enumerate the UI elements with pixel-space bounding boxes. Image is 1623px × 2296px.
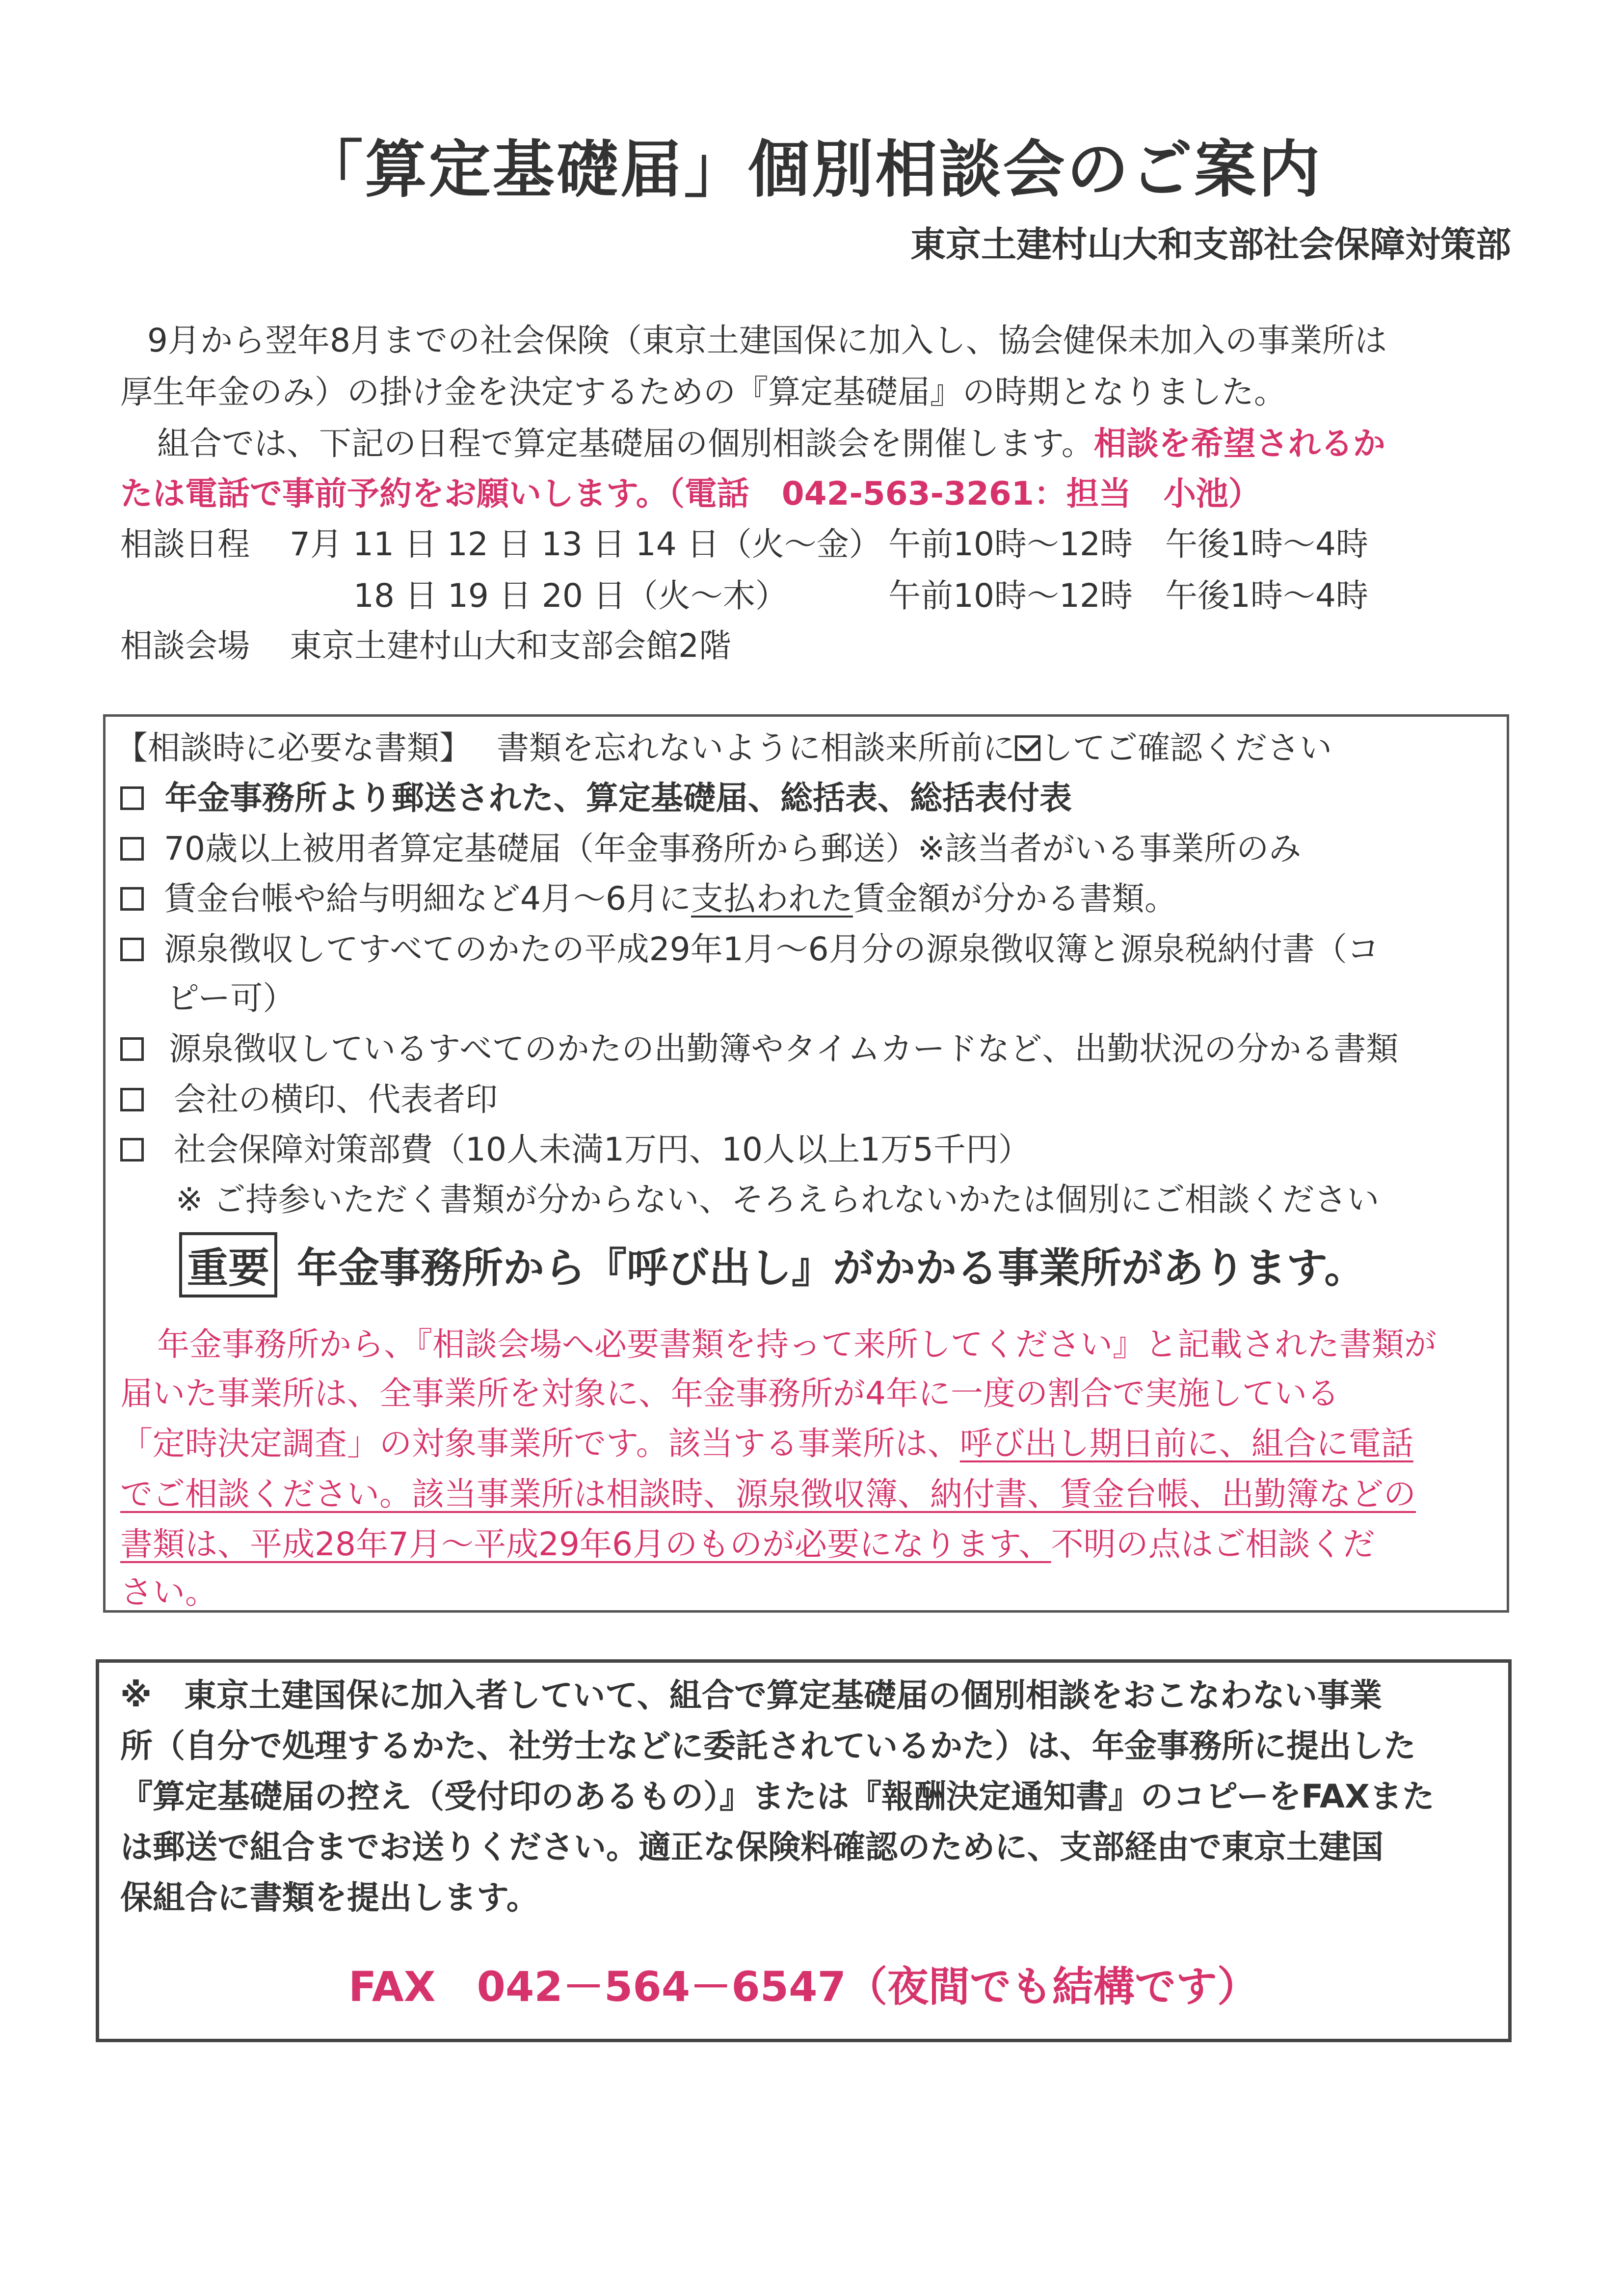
checklist-item-1-text: 年金事務所より郵送された、算定基礎届、総括表、総括表付表 — [164, 779, 1072, 817]
important-line-5-b: 不明の点はご相談くだ — [1051, 1525, 1375, 1563]
checkbox-icon[interactable] — [120, 938, 144, 961]
reservation-notice: たは電話で事前予約をお願いします。（電話 042-563-3261：担当 小池） — [120, 475, 1261, 513]
checklist-item-5 — [120, 1023, 1398, 1069]
notice-line-4: は郵送で組合までお送りください。適正な保険料確認のために、支部経由で東京土建国 — [120, 1828, 1384, 1866]
intro-line-3 — [157, 417, 1385, 464]
checklist-item-3-text: 賃金台帳や給与明細など4月～6月に — [163, 880, 691, 918]
intro-line-2: 厚生年金のみ）の掛け金を決定するための『算定基礎届』の時期となりました。 — [120, 373, 1286, 411]
important-line-3-a: 「定時決定調査」の対象事業所です。該当する事業所は、 — [120, 1425, 960, 1462]
checklist-item-2-text: 70歳以上被用者算定基礎届（年金事務所から郵送）※該当者がいる事業所のみ — [163, 830, 1302, 867]
checklist-instruction-post: してご確認ください — [1040, 729, 1332, 767]
checkbox-icon[interactable] — [120, 837, 144, 861]
notice-line-5: 保組合に書類を提出します。 — [120, 1879, 539, 1917]
checkbox-icon[interactable] — [120, 887, 144, 911]
checklist-item-4-continued: ピー可） — [167, 979, 295, 1017]
intro-line-1: 9月から翌年8月までの社会保険（東京土建国保に加入し、協会健保未加入の事業所は — [147, 322, 1387, 359]
checklist-item-5-text: 源泉徴収しているすべてのかたの出勤簿やタイムカードなど、出勤状況の分かる書類 — [168, 1030, 1399, 1068]
checklist-heading: 【相談時に必要な書類】 — [115, 729, 472, 767]
important-line-3 — [120, 1417, 1413, 1464]
checklist-item-7-text: 社会保障対策部費（10人未満1万円、10人以上1万5千円） — [173, 1131, 1031, 1168]
checklist-item-3-rest: 賃金額が分かる書類。 — [852, 880, 1177, 918]
important-line-5 — [120, 1518, 1375, 1565]
checkbox-icon[interactable] — [120, 1088, 144, 1111]
checklist-item-4 — [120, 923, 1380, 970]
notice-line-3: 『算定基礎届の控え（受付印のあるもの）』または『報酬決定通知書』のコピーをFAXまた — [120, 1778, 1435, 1815]
checklist-item-3-underlined: 支払われた — [691, 880, 853, 918]
notice-line-2: 所（自分で処理するかた、社労士などに委託されているかた）は、年金事務所に提出した — [120, 1727, 1416, 1765]
important-line-1: 年金事務所から、『相談会場へ必要書類を持って来所してください』と記載された書類が — [157, 1325, 1437, 1363]
checklist-item-4-text: 源泉徴収してすべてのかたの平成29年1月～6月分の源泉徴収簿と源泉税納付書（コ — [163, 930, 1380, 968]
checklist-item-6-text: 会社の横印、代表者印 — [173, 1080, 498, 1118]
checkbox-icon[interactable] — [120, 1037, 144, 1061]
venue: 東京土建村山大和支部会館2階 — [290, 627, 731, 665]
schedule-row-1-times: 午前10時～12時 午後1時～4時 — [888, 525, 1368, 563]
checklist-item-7 — [120, 1123, 1031, 1170]
checklist-item-1 — [120, 772, 1072, 818]
checklist-note: ※ ご持参いただく書類が分からない、そろえられないかたは個別にご相談ください — [176, 1181, 1380, 1218]
intro-line-3-red: 相談を希望されるか — [1093, 425, 1385, 462]
important-badge: 重要 — [179, 1232, 277, 1297]
important-line-2: 届いた事業所は、全事業所を対象に、年金事務所が4年に一度の割合で実施している — [120, 1375, 1339, 1412]
organization-name: 東京土建村山大和支部社会保障対策部 — [910, 224, 1511, 265]
checkbox-icon[interactable] — [120, 786, 144, 810]
important-heading: 年金事務所から『呼び出し』がかかる事業所があります。 — [297, 1244, 1366, 1292]
important-line-3-b: 呼び出し期日前に、組合に電話 — [959, 1425, 1413, 1462]
checklist-item-3 — [120, 872, 1177, 919]
important-heading-row — [179, 1232, 1365, 1297]
intro-line-3-normal: 組合では、下記の日程で算定基礎届の個別相談会を開催します。 — [157, 425, 1094, 462]
checklist-instruction-pre: 書類を忘れないように相談来所前に — [496, 729, 1015, 767]
notice-line-1: ※ 東京土建国保に加入者していて、組合で算定基礎届の個別相談をおこなわない事業 — [120, 1676, 1382, 1714]
schedule-row-1-dates: 7月 11 日 12 日 13 日 14 日（火～金） — [290, 525, 881, 563]
venue-label: 相談会場 — [120, 627, 250, 665]
important-line-6: さい。 — [120, 1573, 217, 1611]
checklist-item-6 — [120, 1073, 498, 1120]
checkbox-icon[interactable] — [120, 1138, 144, 1162]
page-title: 「算定基礎届」個別相談会のご案内 — [301, 134, 1322, 206]
checklist-item-2 — [120, 822, 1301, 869]
schedule-label: 相談日程 — [120, 525, 250, 563]
important-line-4: でご相談ください。該当事業所は相談時、源泉徴収簿、納付書、賃金台帳、出勤簿などの — [120, 1475, 1416, 1513]
fax-number: FAX 042－564－6547（夜間でも結構です） — [348, 1963, 1258, 2011]
important-line-5-a: 書類は、平成28年7月～平成29年6月のものが必要になります、 — [120, 1525, 1051, 1563]
checked-box-icon — [1015, 735, 1040, 761]
schedule-row-2-dates: 18 日 19 日 20 日（火～木） — [353, 577, 788, 615]
schedule-row-2-times: 午前10時～12時 午後1時～4時 — [888, 577, 1368, 615]
checklist-header — [115, 722, 1332, 768]
